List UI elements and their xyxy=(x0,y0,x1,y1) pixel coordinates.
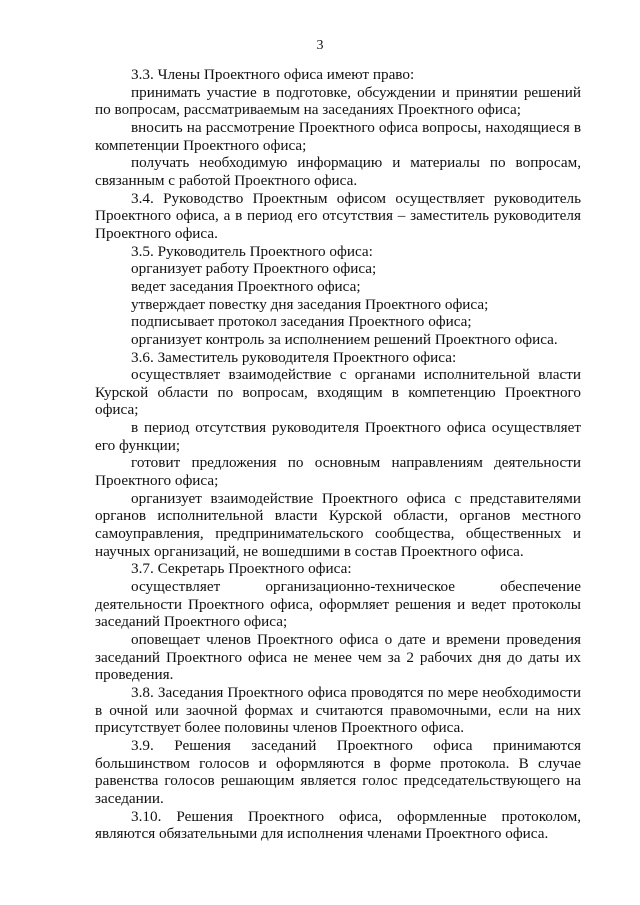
paragraph: осуществляет взаимодействие с органами исполнительной власти Курской области по вопросам, входящим в компетенцию Проектного офиса; xyxy=(95,366,581,419)
paragraph: принимать участие в подготовке, обсуждении и принятии решений по вопросам, рассматриваемым на заседаниях Проектного офиса; xyxy=(95,83,581,119)
paragraph: утверждает повестку дня заседания Проектного офиса; xyxy=(131,295,489,313)
paragraph: готовит предложения по основным направлениям деятельности Проектного офиса; xyxy=(95,454,581,490)
paragraph-3-10: 3.10. Решения Проектного офиса, оформленные протоколом, являются обязательными для исполнения членами Проектного офиса. xyxy=(95,807,581,843)
document-body xyxy=(95,66,581,843)
paragraph: организует контроль за исполнением решений Проектного офиса. xyxy=(131,330,558,348)
paragraph-3-9: 3.9. Решения заседаний Проектного офиса принимаются большинством голосов и оформляются в форме протокола. В случае равенства голосов решающим является голос председательствующего на заседании. xyxy=(95,736,581,807)
paragraph: вносить на рассмотрение Проектного офиса вопросы, находящиеся в компетенции Проектного офиса; xyxy=(95,118,581,154)
paragraph: осуществляет организационно-техническое обеспечение деятельности Проектного офиса, оформляет решения и ведет протоколы заседаний Проектного офиса; xyxy=(95,578,581,631)
paragraph-3-3: 3.3. Члены Проектного офиса имеют право: xyxy=(131,66,415,83)
paragraph-3-5: 3.5. Руководитель Проектного офиса: xyxy=(131,242,373,260)
paragraph-3-6: 3.6. Заместитель руководителя Проектного офиса: xyxy=(131,348,457,366)
paragraph-3-8: 3.8. Заседания Проектного офиса проводятся по мере необходимости в очной или заочной формах и считаются правомочными, если на них присутствует более половины членов Проектного офиса. xyxy=(95,683,581,737)
paragraph: получать необходимую информацию и материалы по вопросам, связанным с работой Проектного офиса. xyxy=(95,154,581,189)
paragraph-3-4: 3.4. Руководство Проектным офисом осуществляет руководитель Проектного офиса, а в период его отсутствия – заместитель руководителя Проектного офиса. xyxy=(95,189,581,242)
paragraph: ведет заседания Проектного офиса; xyxy=(131,277,361,295)
paragraph: в период отсутствия руководителя Проектного офиса осуществляет его функции; xyxy=(95,419,581,454)
paragraph: оповещает членов Проектного офиса о дате и времени проведения заседаний Проектного офиса не менее чем за 2 рабочих дня до даты их проведения. xyxy=(95,631,581,684)
paragraph: организует взаимодействие Проектного офиса с представителями органов исполнительной власти Курской области, органов местного самоуправления, предпринимательского сообщества, общественных и научных организаций, не вошедшими в состав Проектного офиса. xyxy=(95,489,581,560)
paragraph: подписывает протокол заседания Проектного офиса; xyxy=(131,313,472,331)
paragraph: организует работу Проектного офиса; xyxy=(131,260,377,278)
paragraph-3-7: 3.7. Секретарь Проектного офиса: xyxy=(131,560,352,578)
page-number: 3 xyxy=(316,38,324,53)
